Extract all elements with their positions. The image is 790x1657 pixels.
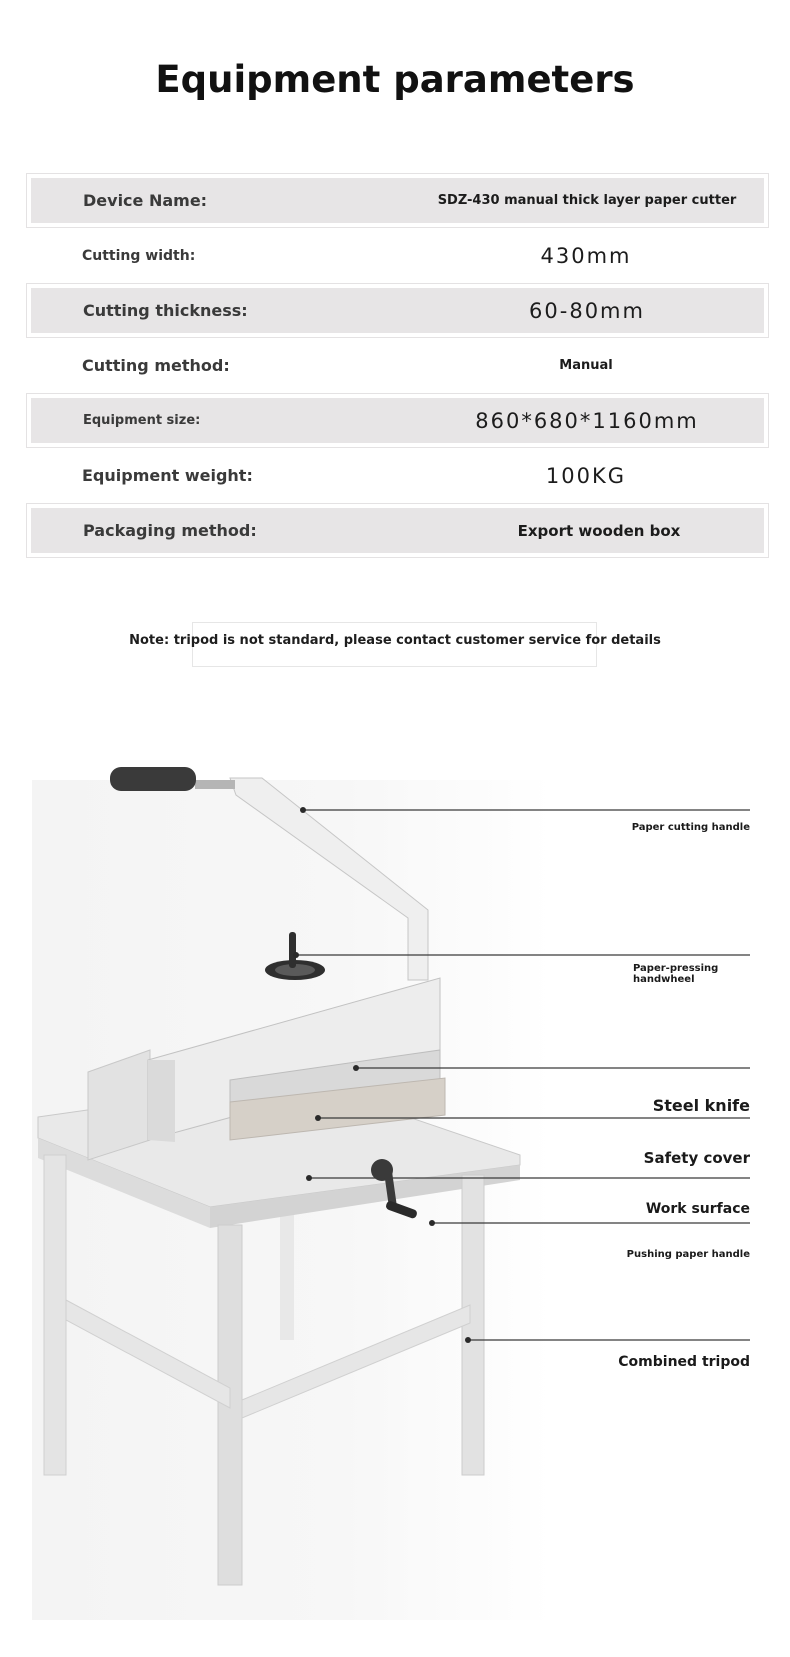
param-row-equipment-size (26, 393, 769, 448)
param-value: 60-80mm (529, 298, 645, 323)
callout-safety-cover: Safety cover (643, 1149, 750, 1167)
param-row-cutting-thickness (26, 283, 769, 338)
param-label: Packaging method: (83, 521, 257, 540)
param-row-packaging-method (26, 503, 769, 558)
param-row-equipment-weight (26, 448, 769, 503)
callout-line-1: Paper-pressing (633, 963, 719, 974)
callout-steel-knife: Steel knife (652, 1096, 750, 1115)
callout-combined-tripod: Combined tripod (618, 1354, 750, 1370)
callout-paper-pressing-handwheel (633, 963, 718, 985)
param-label: Cutting thickness: (83, 301, 248, 320)
param-label: Device Name: (83, 191, 208, 210)
page-title: Equipment parameters (155, 58, 635, 101)
note-text: Note: tripod is not standard, please contact customer service for details (129, 633, 661, 648)
param-value: 860*680*1160mm (475, 408, 699, 433)
param-value: 430mm (540, 243, 632, 268)
param-label: Equipment weight: (82, 466, 253, 485)
param-label: Cutting width: (82, 247, 196, 264)
param-value: Export wooden box (517, 521, 681, 540)
param-value: Manual (559, 358, 613, 373)
callout-paper-cutting-handle: Paper cutting handle (631, 822, 750, 833)
param-label: Equipment size: (83, 413, 201, 428)
callout-line-2: handwheel (633, 974, 695, 985)
param-value: SDZ-430 manual thick layer paper cutter (437, 193, 737, 208)
parameters-table (26, 173, 769, 558)
param-value: 100KG (545, 463, 627, 488)
machine-diagram (0, 760, 790, 1657)
param-row-cutting-method (26, 338, 769, 393)
param-label: Cutting method: (82, 356, 230, 375)
callout-work-surface: Work surface (645, 1201, 750, 1217)
callout-pushing-paper-handle: Pushing paper handle (626, 1249, 750, 1260)
param-row-cutting-width (26, 228, 769, 283)
param-row-device-name (26, 173, 769, 228)
